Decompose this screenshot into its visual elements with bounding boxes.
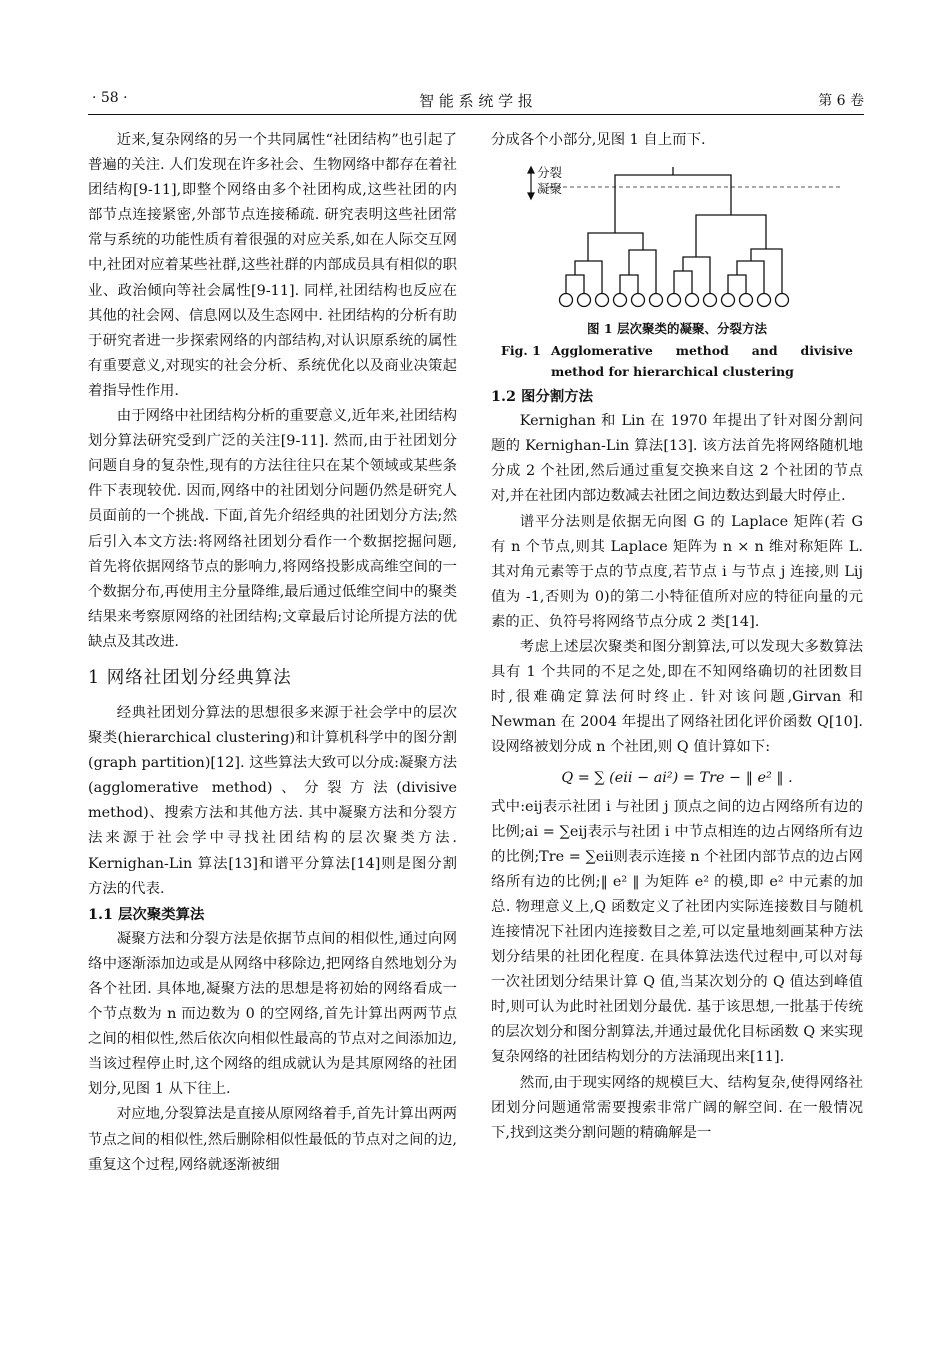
paragraph: 谱平分法则是依据无向图 G 的 Laplace 矩阵(若 G 有 n 个节点,则其 Laplace 矩阵为 n × n 维对称矩阵 L. 其对角元素等于点的节点度,若节点 i 与节点 j 连接,则 Lij 值为 -1,否则为 0)的第二小特征值所对应的特征向量的元素的正、负符号将网络节点分成 2 类[14]. (491, 513, 863, 630)
paragraph: 凝聚方法和分裂方法是依据节点间的相似性,通过向网络中逐渐添加边或是从网络中移除边,把网络自然地划分为各个社团. 具体地,凝聚方法的思想是将初始的网络看成一个节点数为 n 而边数为 0 的空网络,首先计算出两两节点之间的相似性,然后依次向相似性最高的节点对之间添加边,当该过程停止时,这个网络的组成就认为是其原网络的社团划分,见图 1 从下往上. (88, 930, 457, 1098)
subsection-heading: 1.2 图分割方法 (491, 388, 593, 406)
figure-caption-cn: 图 1 层次聚类的凝聚、分裂方法 (587, 321, 767, 337)
paragraph: 分成各个小部分,见图 1 自上而下. (491, 132, 706, 148)
tree-branches (566, 167, 782, 293)
arrow-icon (528, 167, 534, 199)
formula-q: Q = ∑ (eii − ai²) = Tre − ‖ e² ‖ . (561, 769, 793, 786)
figure-dendrogram (491, 153, 863, 308)
right-column (491, 128, 863, 1146)
figure-label: Fig. 1 (501, 343, 541, 359)
volume-label: 第 6 卷 (818, 93, 864, 109)
page-number: · 58 · (92, 90, 128, 106)
paragraph: 然而,由于现实网络的规模巨大、结构复杂,使得网络社团划分问题通常需要搜索非常广阔的解空间. 在一般情况下,找到这类分割问题的精确解是一 (491, 1074, 863, 1141)
leaf-nodes (560, 294, 789, 307)
left-column (88, 128, 457, 1178)
label-merge: 凝聚 (537, 181, 563, 197)
header-rule (88, 114, 864, 115)
paragraph: 考虑上述层次聚类和图分割算法,可以发现大多数算法具有 1 个共同的不足之处,即在不知网络确切的社团数目时,很难确定算法何时终止. 针对该问题,Girvan 和 Newman 在 2004 年提出了网络社团化评价函数 Q[10]. 设网络被划分成 n 个社团,则 Q 值计算如下: (491, 639, 863, 756)
paragraph: 由于网络中社团结构分析的重要意义,近年来,社团结构划分算法研究受到广泛的关注[9-11]. 然而,由于社团划分问题自身的复杂性,现有的方法往往只在某个领域或某些条件下表现较优. 因而,网络中的社团划分问题仍然是研究人员面前的一个挑战. 下面,首先介绍经典的社团划分方法;然后引入本文方法:将网络社团划分看作一个数据挖掘问题,首先将依据网络节点的影响力,将网络投影成高维空间的一个数据分布,再使用主分量降维,最后通过低维空间中的聚类结果来考察原网络的社团结构;文章最后讨论所提方法的优缺点及其改进. (88, 408, 457, 650)
paragraph: 近来,复杂网络的另一个共同属性“社团结构”也引起了普遍的关注. 人们发现在许多社会、生物网络中都存在着社团结构[9-11],即整个网络由多个社团构成,这些社团的内部节点连接紧密,外部节点连接稀疏. 研究表明这些社团常常与系统的功能性质有着很强的对应关系,如在人际交互网中,社团对应着某些社群,这些社群的内部成员具有相似的职业、政治倾向等社会属性[9-11]. 同样,社团结构也反应在其他的社会网、信息网以及生态网中. 社团结构的分析有助于研究者进一步探索网络的内部结构,对认识原系统的属性有重要意义,对现实的社会分析、系统优化以及商业决策起着指导性作用. (88, 132, 457, 399)
figure-caption-en (491, 340, 863, 382)
journal-title: 智 能 系 统 学 报 (419, 92, 533, 110)
section-heading: 1 网络社团划分经典算法 (88, 667, 292, 688)
paragraph: Kernighan 和 Lin 在 1970 年提出了针对图分割问题的 Kernighan-Lin 算法[13]. 该方法首先将网络随机地分成 2 个社团,然后通过重复交换来自这 2 个社团的节点对,并在社团内部边数减去社团之间边数达到最大时停止. (491, 413, 863, 505)
subsection-heading: 1.1 层次聚类算法 (88, 905, 205, 923)
figure-caption-text: Agglomerative method and divisive method for hierarchical clustering (551, 343, 853, 380)
paragraph: 经典社团划分算法的思想很多来源于社会学中的层次聚类(hierarchical clustering)和计算机科学中的图分割(graph partition)[12]. 这些算法大致可以分成:凝聚方法(agglomerative method)、分裂方法(divisive method)、搜索方法和其他方法. 其中凝聚方法和分裂方法来源于社会学中寻找社团结构的层次聚类方法. Kernighan-Lin 算法[13]和谱平分算法[14]则是图分割方法的代表. (88, 704, 457, 897)
paragraph: 对应地,分裂算法是直接从原网络着手,首先计算出两两节点之间的相似性,然后删除相似性最低的节点对之间的边,重复这个过程,网络就逐渐被细 (88, 1106, 457, 1173)
paragraph: 式中:eij表示社团 i 与社团 j 顶点之间的边占网络所有边的比例;ai = ∑eij表示与社团 i 中节点相连的边占网络所有边的比例;Tre = ∑eii则表示连接 n 个社团内部节点的边占网络所有边的比例;‖ e² ‖ 为矩阵 e² 的模,即 e² 中元素的加总. 物理意义上,Q 函数定义了社团内实际连接数目与随机连接情况下社团内连接数目之差,可以定量地刻画某种方法划分结果的社团化程度. 在具体算法迭代过程中,可以对每一次社团划分结果计算 Q 值,当某次划分的 Q 值达到峰值时,则可认为此时社团划分最优. 基于该思想,一批基于传统的层次划分和图分割算法,并通过最优化目标函数 Q 来实现复杂网络的社团结构划分的方法涌现出来[11]. (491, 798, 863, 1066)
label-divide: 分裂 (537, 165, 563, 181)
